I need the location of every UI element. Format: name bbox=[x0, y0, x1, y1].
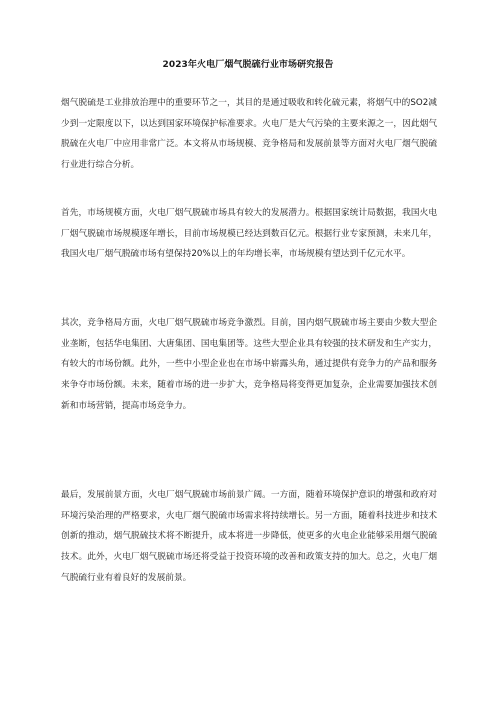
paragraph-market-size: 首先，市场规模方面，火电厂烟气脱硫市场具有较大的发展潜力。根据国家统计局数据，我国火电厂烟气脱硫市场规模逐年增长，目前市场规模已经达到数百亿元。根据行业专家预测，未来几年，我国火电厂烟气脱硫市场有望保持20%以上的年均增长率，市场规模有望达到千亿元水平。 bbox=[61, 208, 437, 260]
paragraph-competition: 其次，竞争格局方面，火电厂烟气脱硫市场竞争激烈。目前，国内烟气脱硫市场主要由少数大型企业垄断，包括华电集团、大唐集团、国电集团等。这些大型企业具有较强的技术研发和生产实力，有较大的市场份额。此外，一些中小型企业也在市场中崭露头角，通过提供有竞争力的产品和服务来争夺市场份额。未来，随着市场的进一步扩大，竞争格局将变得更加复杂，企业需要加强技术创新和市场营销，提高市场竞争力。 bbox=[61, 318, 437, 411]
paragraph-outlook: 最后，发展前景方面，火电厂烟气脱硫市场前景广阔。一方面，随着环境保护意识的增强和政府对环境污染治理的严格要求，火电厂烟气脱硫市场需求将持续增长。另一方面，随着科技进步和技术创新的推动，烟气脱硫技术将不断提升，成本将进一步降低，使更多的火电企业能够采用烟气脱硫技术。此外，火电厂烟气脱硫市场还将受益于投资环境的改善和政策支持的加大。总之，火电厂烟气脱硫行业有着良好的发展前景。 bbox=[61, 490, 437, 583]
paragraph-intro: 烟气脱硫是工业排放治理中的重要环节之一，其目的是通过吸收和转化硫元素，将烟气中的SO2减少到一定限度以下，以达到国家环境保护标准要求。火电厂是大气污染的主要来源之一，因此烟气脱硫在火电厂中应用非常广泛。本文将从市场规模、竞争格局和发展前景等方面对火电厂烟气脱硫行业进行综合分析。 bbox=[61, 98, 437, 171]
document-title: 2023年火电厂烟气脱硫行业市场研究报告 bbox=[162, 60, 334, 70]
